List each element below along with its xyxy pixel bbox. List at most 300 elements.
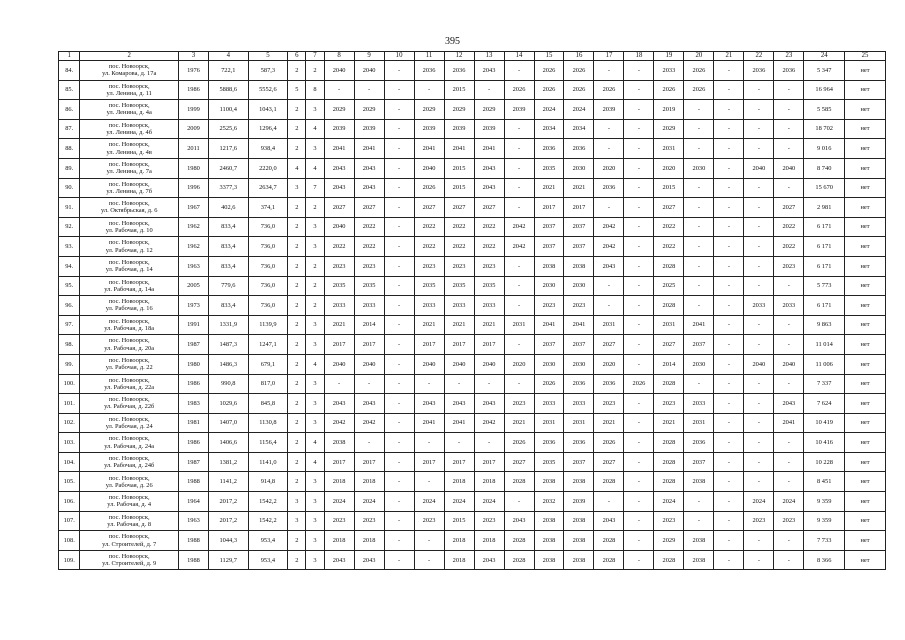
value-cell-col-9: 2027: [354, 198, 384, 218]
value-cell-col-12: 2041: [444, 139, 474, 159]
address-street: ул. Рабочая, д. 14: [105, 266, 153, 274]
column-header: 14: [504, 52, 534, 61]
address-street: ул. Рабочая, д. 10: [105, 227, 153, 235]
value-cell-col-6: 2: [288, 550, 306, 570]
value-cell-col-19: 2020: [654, 158, 684, 178]
value-cell-col-5: 2220,0: [248, 158, 288, 178]
value-cell-col-25: нет: [845, 217, 886, 237]
table-row: [59, 531, 886, 551]
value-cell-col-15: 2035: [534, 452, 564, 472]
address-street: ул. Рабочая, д. 26: [105, 481, 153, 489]
value-cell-col-13: 2024: [474, 492, 504, 512]
address-cell: [80, 531, 179, 551]
value-cell-col-5: 374,1: [248, 198, 288, 218]
value-cell-col-23: -: [774, 433, 804, 453]
value-cell-col-4: 1487,3: [208, 335, 248, 355]
value-cell-col-6: 2: [288, 237, 306, 257]
value-cell-col-10: -: [384, 374, 414, 394]
address-settlement: пос. Новоорск,: [108, 200, 150, 208]
address-settlement: пос. Новоорск,: [108, 239, 150, 247]
address-street: ул. Ленина, д. 4б: [106, 129, 152, 137]
value-cell-col-11: 2036: [414, 61, 444, 81]
value-cell-col-5: 2634,7: [248, 178, 288, 198]
value-cell-col-23: -: [774, 276, 804, 296]
value-cell-col-10: -: [384, 119, 414, 139]
value-cell-col-5: 817,0: [248, 374, 288, 394]
value-cell-col-4: 2460,7: [208, 158, 248, 178]
column-header: 7: [306, 52, 324, 61]
value-cell-col-25: нет: [845, 452, 886, 472]
value-cell-col-10: -: [384, 158, 414, 178]
value-cell-col-23: -: [774, 452, 804, 472]
value-cell-col-23: 2022: [774, 217, 804, 237]
value-cell-col-3: 1988: [178, 472, 208, 492]
value-cell-col-24: 6 171: [804, 237, 845, 257]
address-settlement: пос. Новоорск,: [108, 102, 150, 110]
value-cell-col-23: 2027: [774, 198, 804, 218]
value-cell-col-5: 845,8: [248, 394, 288, 414]
value-cell-col-17: 2028: [594, 550, 624, 570]
value-cell-col-14: 2028: [504, 472, 534, 492]
address-settlement: пос. Новоорск,: [108, 141, 150, 149]
value-cell-col-4: 833,4: [208, 217, 248, 237]
value-cell-col-3: 2005: [178, 276, 208, 296]
value-cell-col-19: 2031: [654, 315, 684, 335]
value-cell-col-8: 2040: [324, 354, 354, 374]
address-cell: [80, 237, 179, 257]
address-street: ул. Рабочая, д. 12: [105, 246, 153, 254]
row-number-cell: 90.: [59, 178, 80, 198]
address-settlement: пос. Новоорск,: [108, 180, 150, 188]
value-cell-col-19: 2028: [654, 296, 684, 316]
value-cell-col-23: 2023: [774, 511, 804, 531]
value-cell-col-3: 1963: [178, 256, 208, 276]
value-cell-col-4: 1381,2: [208, 452, 248, 472]
value-cell-col-25: нет: [845, 511, 886, 531]
value-cell-col-14: 2028: [504, 550, 534, 570]
row-number-cell: 101.: [59, 394, 80, 414]
row-number-cell: 103.: [59, 433, 80, 453]
address-street: ул. Рабочая, д. 14а: [104, 285, 155, 293]
value-cell-col-18: -: [624, 550, 654, 570]
value-cell-col-15: 2038: [534, 511, 564, 531]
value-cell-col-16: 2030: [564, 354, 594, 374]
value-cell-col-4: 1044,3: [208, 531, 248, 551]
value-cell-col-11: 2039: [414, 119, 444, 139]
value-cell-col-19: 2031: [654, 139, 684, 159]
value-cell-col-8: 2040: [324, 217, 354, 237]
value-cell-col-5: 736,0: [248, 217, 288, 237]
value-cell-col-3: 1999: [178, 100, 208, 120]
table-row: [59, 335, 886, 355]
value-cell-col-14: -: [504, 178, 534, 198]
value-cell-col-15: 2035: [534, 158, 564, 178]
value-cell-col-9: 2022: [354, 237, 384, 257]
value-cell-col-22: -: [744, 394, 774, 414]
value-cell-col-8: 2038: [324, 433, 354, 453]
value-cell-col-7: 3: [306, 237, 324, 257]
value-cell-col-6: 2: [288, 61, 306, 81]
value-cell-col-4: 1029,6: [208, 394, 248, 414]
value-cell-col-15: 2036: [534, 433, 564, 453]
value-cell-col-25: нет: [845, 335, 886, 355]
value-cell-col-12: 2033: [444, 296, 474, 316]
value-cell-col-17: -: [594, 276, 624, 296]
address-cell: [80, 217, 179, 237]
value-cell-col-15: 2033: [534, 394, 564, 414]
column-header: 8: [324, 52, 354, 61]
value-cell-col-15: 2030: [534, 354, 564, 374]
column-number-header-row: [59, 52, 886, 61]
address-street: ул. Рабочая, д. 16: [105, 305, 153, 313]
value-cell-col-8: 2041: [324, 139, 354, 159]
value-cell-col-9: 2040: [354, 354, 384, 374]
address-cell: [80, 315, 179, 335]
table-row: [59, 550, 886, 570]
value-cell-col-19: 2029: [654, 531, 684, 551]
value-cell-col-4: 779,6: [208, 276, 248, 296]
value-cell-col-7: 8: [306, 80, 324, 100]
value-cell-col-13: 2018: [474, 472, 504, 492]
address-settlement: пос. Новоорск,: [108, 513, 150, 521]
value-cell-col-21: -: [714, 452, 744, 472]
value-cell-col-10: -: [384, 217, 414, 237]
table-row: [59, 158, 886, 178]
value-cell-col-19: 2027: [654, 198, 684, 218]
value-cell-col-22: -: [744, 413, 774, 433]
value-cell-col-13: 2043: [474, 394, 504, 414]
value-cell-col-9: 2022: [354, 217, 384, 237]
value-cell-col-14: -: [504, 276, 534, 296]
row-number-cell: 98.: [59, 335, 80, 355]
table-row: [59, 452, 886, 472]
address-settlement: пос. Новоорск,: [108, 533, 150, 541]
value-cell-col-24: 7 337: [804, 374, 845, 394]
value-cell-col-6: 2: [288, 433, 306, 453]
value-cell-col-9: 2041: [354, 139, 384, 159]
column-header: 18: [624, 52, 654, 61]
value-cell-col-7: 2: [306, 198, 324, 218]
value-cell-col-8: 2043: [324, 550, 354, 570]
address-cell: [80, 296, 179, 316]
value-cell-col-20: 2036: [684, 433, 714, 453]
table-row: [59, 237, 886, 257]
column-header: 21: [714, 52, 744, 61]
value-cell-col-23: 2024: [774, 492, 804, 512]
value-cell-col-24: 9 359: [804, 492, 845, 512]
value-cell-col-13: 2041: [474, 139, 504, 159]
value-cell-col-22: 2024: [744, 492, 774, 512]
table-row: [59, 374, 886, 394]
value-cell-col-19: 2029: [654, 119, 684, 139]
value-cell-col-23: 2040: [774, 158, 804, 178]
value-cell-col-11: 2027: [414, 198, 444, 218]
value-cell-col-9: 2040: [354, 61, 384, 81]
value-cell-col-4: 1407,0: [208, 413, 248, 433]
value-cell-col-23: 2022: [774, 237, 804, 257]
value-cell-col-13: 2043: [474, 178, 504, 198]
value-cell-col-3: 1987: [178, 335, 208, 355]
value-cell-col-23: -: [774, 100, 804, 120]
value-cell-col-8: 2023: [324, 256, 354, 276]
value-cell-col-24: 9 016: [804, 139, 845, 159]
value-cell-col-17: -: [594, 61, 624, 81]
value-cell-col-7: 3: [306, 413, 324, 433]
value-cell-col-18: -: [624, 531, 654, 551]
value-cell-col-8: 2018: [324, 531, 354, 551]
value-cell-col-5: 1043,1: [248, 100, 288, 120]
value-cell-col-20: -: [684, 511, 714, 531]
value-cell-col-23: -: [774, 374, 804, 394]
value-cell-col-23: 2033: [774, 296, 804, 316]
address-cell: [80, 511, 179, 531]
value-cell-col-16: 2037: [564, 452, 594, 472]
value-cell-col-13: 2023: [474, 511, 504, 531]
value-cell-col-25: нет: [845, 315, 886, 335]
row-number-cell: 96.: [59, 296, 80, 316]
value-cell-col-15: 2037: [534, 335, 564, 355]
value-cell-col-3: 2009: [178, 119, 208, 139]
row-number-cell: 104.: [59, 452, 80, 472]
value-cell-col-16: 2021: [564, 178, 594, 198]
value-cell-col-9: 2014: [354, 315, 384, 335]
value-cell-col-14: 2042: [504, 237, 534, 257]
value-cell-col-3: 1986: [178, 80, 208, 100]
value-cell-col-10: -: [384, 178, 414, 198]
value-cell-col-16: 2023: [564, 296, 594, 316]
value-cell-col-25: нет: [845, 237, 886, 257]
value-cell-col-5: 1130,8: [248, 413, 288, 433]
value-cell-col-7: 4: [306, 119, 324, 139]
value-cell-col-22: -: [744, 237, 774, 257]
value-cell-col-19: 2022: [654, 217, 684, 237]
value-cell-col-20: -: [684, 119, 714, 139]
value-cell-col-19: 2028: [654, 550, 684, 570]
address-street: ул. Рабочая, д. 8: [107, 520, 152, 528]
value-cell-col-3: 1980: [178, 158, 208, 178]
address-street: ул. Рабочая, д. 22б: [104, 403, 155, 411]
value-cell-col-11: -: [414, 550, 444, 570]
address-cell: [80, 119, 179, 139]
value-cell-col-25: нет: [845, 256, 886, 276]
value-cell-col-21: -: [714, 158, 744, 178]
address-street: ул. Комарова, д. 17а: [102, 70, 157, 78]
value-cell-col-11: 2043: [414, 394, 444, 414]
value-cell-col-10: -: [384, 550, 414, 570]
value-cell-col-12: 2017: [444, 335, 474, 355]
value-cell-col-21: -: [714, 119, 744, 139]
value-cell-col-7: 2: [306, 296, 324, 316]
value-cell-col-15: 2034: [534, 119, 564, 139]
value-cell-col-17: 2028: [594, 472, 624, 492]
value-cell-col-20: -: [684, 237, 714, 257]
value-cell-col-17: 2043: [594, 511, 624, 531]
value-cell-col-14: 2023: [504, 394, 534, 414]
row-number-cell: 107.: [59, 511, 80, 531]
value-cell-col-17: 2042: [594, 237, 624, 257]
value-cell-col-11: 2023: [414, 256, 444, 276]
row-number-cell: 84.: [59, 61, 80, 81]
value-cell-col-21: -: [714, 374, 744, 394]
value-cell-col-19: 2025: [654, 276, 684, 296]
value-cell-col-19: 2023: [654, 394, 684, 414]
value-cell-col-18: -: [624, 354, 654, 374]
value-cell-col-5: 1542,2: [248, 511, 288, 531]
value-cell-col-13: 2022: [474, 217, 504, 237]
value-cell-col-22: -: [744, 256, 774, 276]
value-cell-col-4: 1100,4: [208, 100, 248, 120]
value-cell-col-9: 2043: [354, 178, 384, 198]
value-cell-col-23: -: [774, 119, 804, 139]
value-cell-col-22: -: [744, 119, 774, 139]
value-cell-col-12: 2018: [444, 550, 474, 570]
value-cell-col-7: 3: [306, 492, 324, 512]
value-cell-col-21: -: [714, 61, 744, 81]
address-street: ул. Октябрьская, д. 6: [100, 207, 158, 215]
value-cell-col-22: -: [744, 472, 774, 492]
value-cell-col-18: -: [624, 276, 654, 296]
value-cell-col-12: 2036: [444, 61, 474, 81]
value-cell-col-7: 3: [306, 100, 324, 120]
row-number-cell: 93.: [59, 237, 80, 257]
value-cell-col-24: 6 171: [804, 296, 845, 316]
address-settlement: пос. Новоорск,: [108, 415, 150, 423]
value-cell-col-21: -: [714, 492, 744, 512]
value-cell-col-22: 2033: [744, 296, 774, 316]
value-cell-col-18: -: [624, 80, 654, 100]
value-cell-col-15: 2023: [534, 296, 564, 316]
address-street: ул. Рабочая, д. 22а: [104, 383, 155, 391]
value-cell-col-12: 2015: [444, 80, 474, 100]
value-cell-col-25: нет: [845, 178, 886, 198]
address-cell: [80, 452, 179, 472]
value-cell-col-14: -: [504, 374, 534, 394]
value-cell-col-12: 2021: [444, 315, 474, 335]
value-cell-col-9: -: [354, 80, 384, 100]
value-cell-col-14: -: [504, 296, 534, 316]
value-cell-col-11: 2040: [414, 354, 444, 374]
value-cell-col-8: 2039: [324, 119, 354, 139]
address-street: ул. Рабочая, д. 20а: [104, 344, 155, 352]
value-cell-col-21: -: [714, 394, 744, 414]
value-cell-col-7: 3: [306, 550, 324, 570]
table-row: [59, 433, 886, 453]
value-cell-col-13: 2033: [474, 296, 504, 316]
value-cell-col-6: 3: [288, 511, 306, 531]
value-cell-col-19: 2019: [654, 100, 684, 120]
value-cell-col-17: 2026: [594, 433, 624, 453]
value-cell-col-21: -: [714, 511, 744, 531]
value-cell-col-23: -: [774, 178, 804, 198]
value-cell-col-22: -: [744, 550, 774, 570]
value-cell-col-15: 2032: [534, 492, 564, 512]
value-cell-col-15: 2026: [534, 374, 564, 394]
value-cell-col-21: -: [714, 550, 744, 570]
column-header: 19: [654, 52, 684, 61]
value-cell-col-17: -: [594, 139, 624, 159]
value-cell-col-9: 2017: [354, 452, 384, 472]
value-cell-col-22: -: [744, 335, 774, 355]
value-cell-col-8: 2033: [324, 296, 354, 316]
row-number-cell: 106.: [59, 492, 80, 512]
value-cell-col-10: -: [384, 394, 414, 414]
address-cell: [80, 354, 179, 374]
value-cell-col-4: 1331,9: [208, 315, 248, 335]
value-cell-col-4: 2017,2: [208, 511, 248, 531]
value-cell-col-20: 2031: [684, 413, 714, 433]
address-settlement: пос. Новоорск,: [108, 219, 150, 227]
row-number-cell: 105.: [59, 472, 80, 492]
value-cell-col-12: 2022: [444, 237, 474, 257]
value-cell-col-17: 2031: [594, 315, 624, 335]
value-cell-col-18: -: [624, 198, 654, 218]
value-cell-col-25: нет: [845, 276, 886, 296]
value-cell-col-13: 2021: [474, 315, 504, 335]
value-cell-col-14: -: [504, 158, 534, 178]
value-cell-col-7: 3: [306, 139, 324, 159]
value-cell-col-9: 2017: [354, 335, 384, 355]
value-cell-col-3: 1973: [178, 296, 208, 316]
value-cell-col-4: 2017,2: [208, 492, 248, 512]
column-header: 2: [80, 52, 179, 61]
value-cell-col-8: 2042: [324, 413, 354, 433]
value-cell-col-17: 2028: [594, 531, 624, 551]
value-cell-col-8: 2022: [324, 237, 354, 257]
value-cell-col-12: -: [444, 374, 474, 394]
value-cell-col-20: 2030: [684, 354, 714, 374]
table-row: [59, 80, 886, 100]
value-cell-col-18: -: [624, 472, 654, 492]
value-cell-col-8: 2023: [324, 511, 354, 531]
value-cell-col-6: 2: [288, 119, 306, 139]
address-cell: [80, 178, 179, 198]
value-cell-col-15: 2026: [534, 80, 564, 100]
value-cell-col-3: 1986: [178, 433, 208, 453]
value-cell-col-24: 5 773: [804, 276, 845, 296]
address-settlement: пос. Новоорск,: [108, 63, 150, 71]
value-cell-col-5: 587,3: [248, 61, 288, 81]
value-cell-col-6: 2: [288, 354, 306, 374]
column-header: 15: [534, 52, 564, 61]
value-cell-col-21: -: [714, 139, 744, 159]
value-cell-col-20: -: [684, 256, 714, 276]
value-cell-col-18: -: [624, 100, 654, 120]
value-cell-col-23: 2043: [774, 394, 804, 414]
value-cell-col-6: 2: [288, 139, 306, 159]
value-cell-col-7: 3: [306, 394, 324, 414]
address-settlement: пос. Новоорск,: [108, 298, 150, 306]
column-header: 23: [774, 52, 804, 61]
value-cell-col-18: -: [624, 61, 654, 81]
address-settlement: пос. Новоорск,: [108, 337, 150, 345]
value-cell-col-13: 2042: [474, 413, 504, 433]
value-cell-col-5: 5552,6: [248, 80, 288, 100]
value-cell-col-22: -: [744, 217, 774, 237]
value-cell-col-25: нет: [845, 100, 886, 120]
value-cell-col-19: 2028: [654, 433, 684, 453]
value-cell-col-4: 1406,6: [208, 433, 248, 453]
address-cell: [80, 256, 179, 276]
value-cell-col-5: 736,0: [248, 276, 288, 296]
value-cell-col-9: 2039: [354, 119, 384, 139]
value-cell-col-11: 2029: [414, 100, 444, 120]
value-cell-col-14: -: [504, 492, 534, 512]
value-cell-col-13: 2040: [474, 354, 504, 374]
value-cell-col-6: 2: [288, 472, 306, 492]
address-settlement: пос. Новоорск,: [108, 552, 150, 560]
value-cell-col-21: -: [714, 100, 744, 120]
value-cell-col-10: -: [384, 315, 414, 335]
